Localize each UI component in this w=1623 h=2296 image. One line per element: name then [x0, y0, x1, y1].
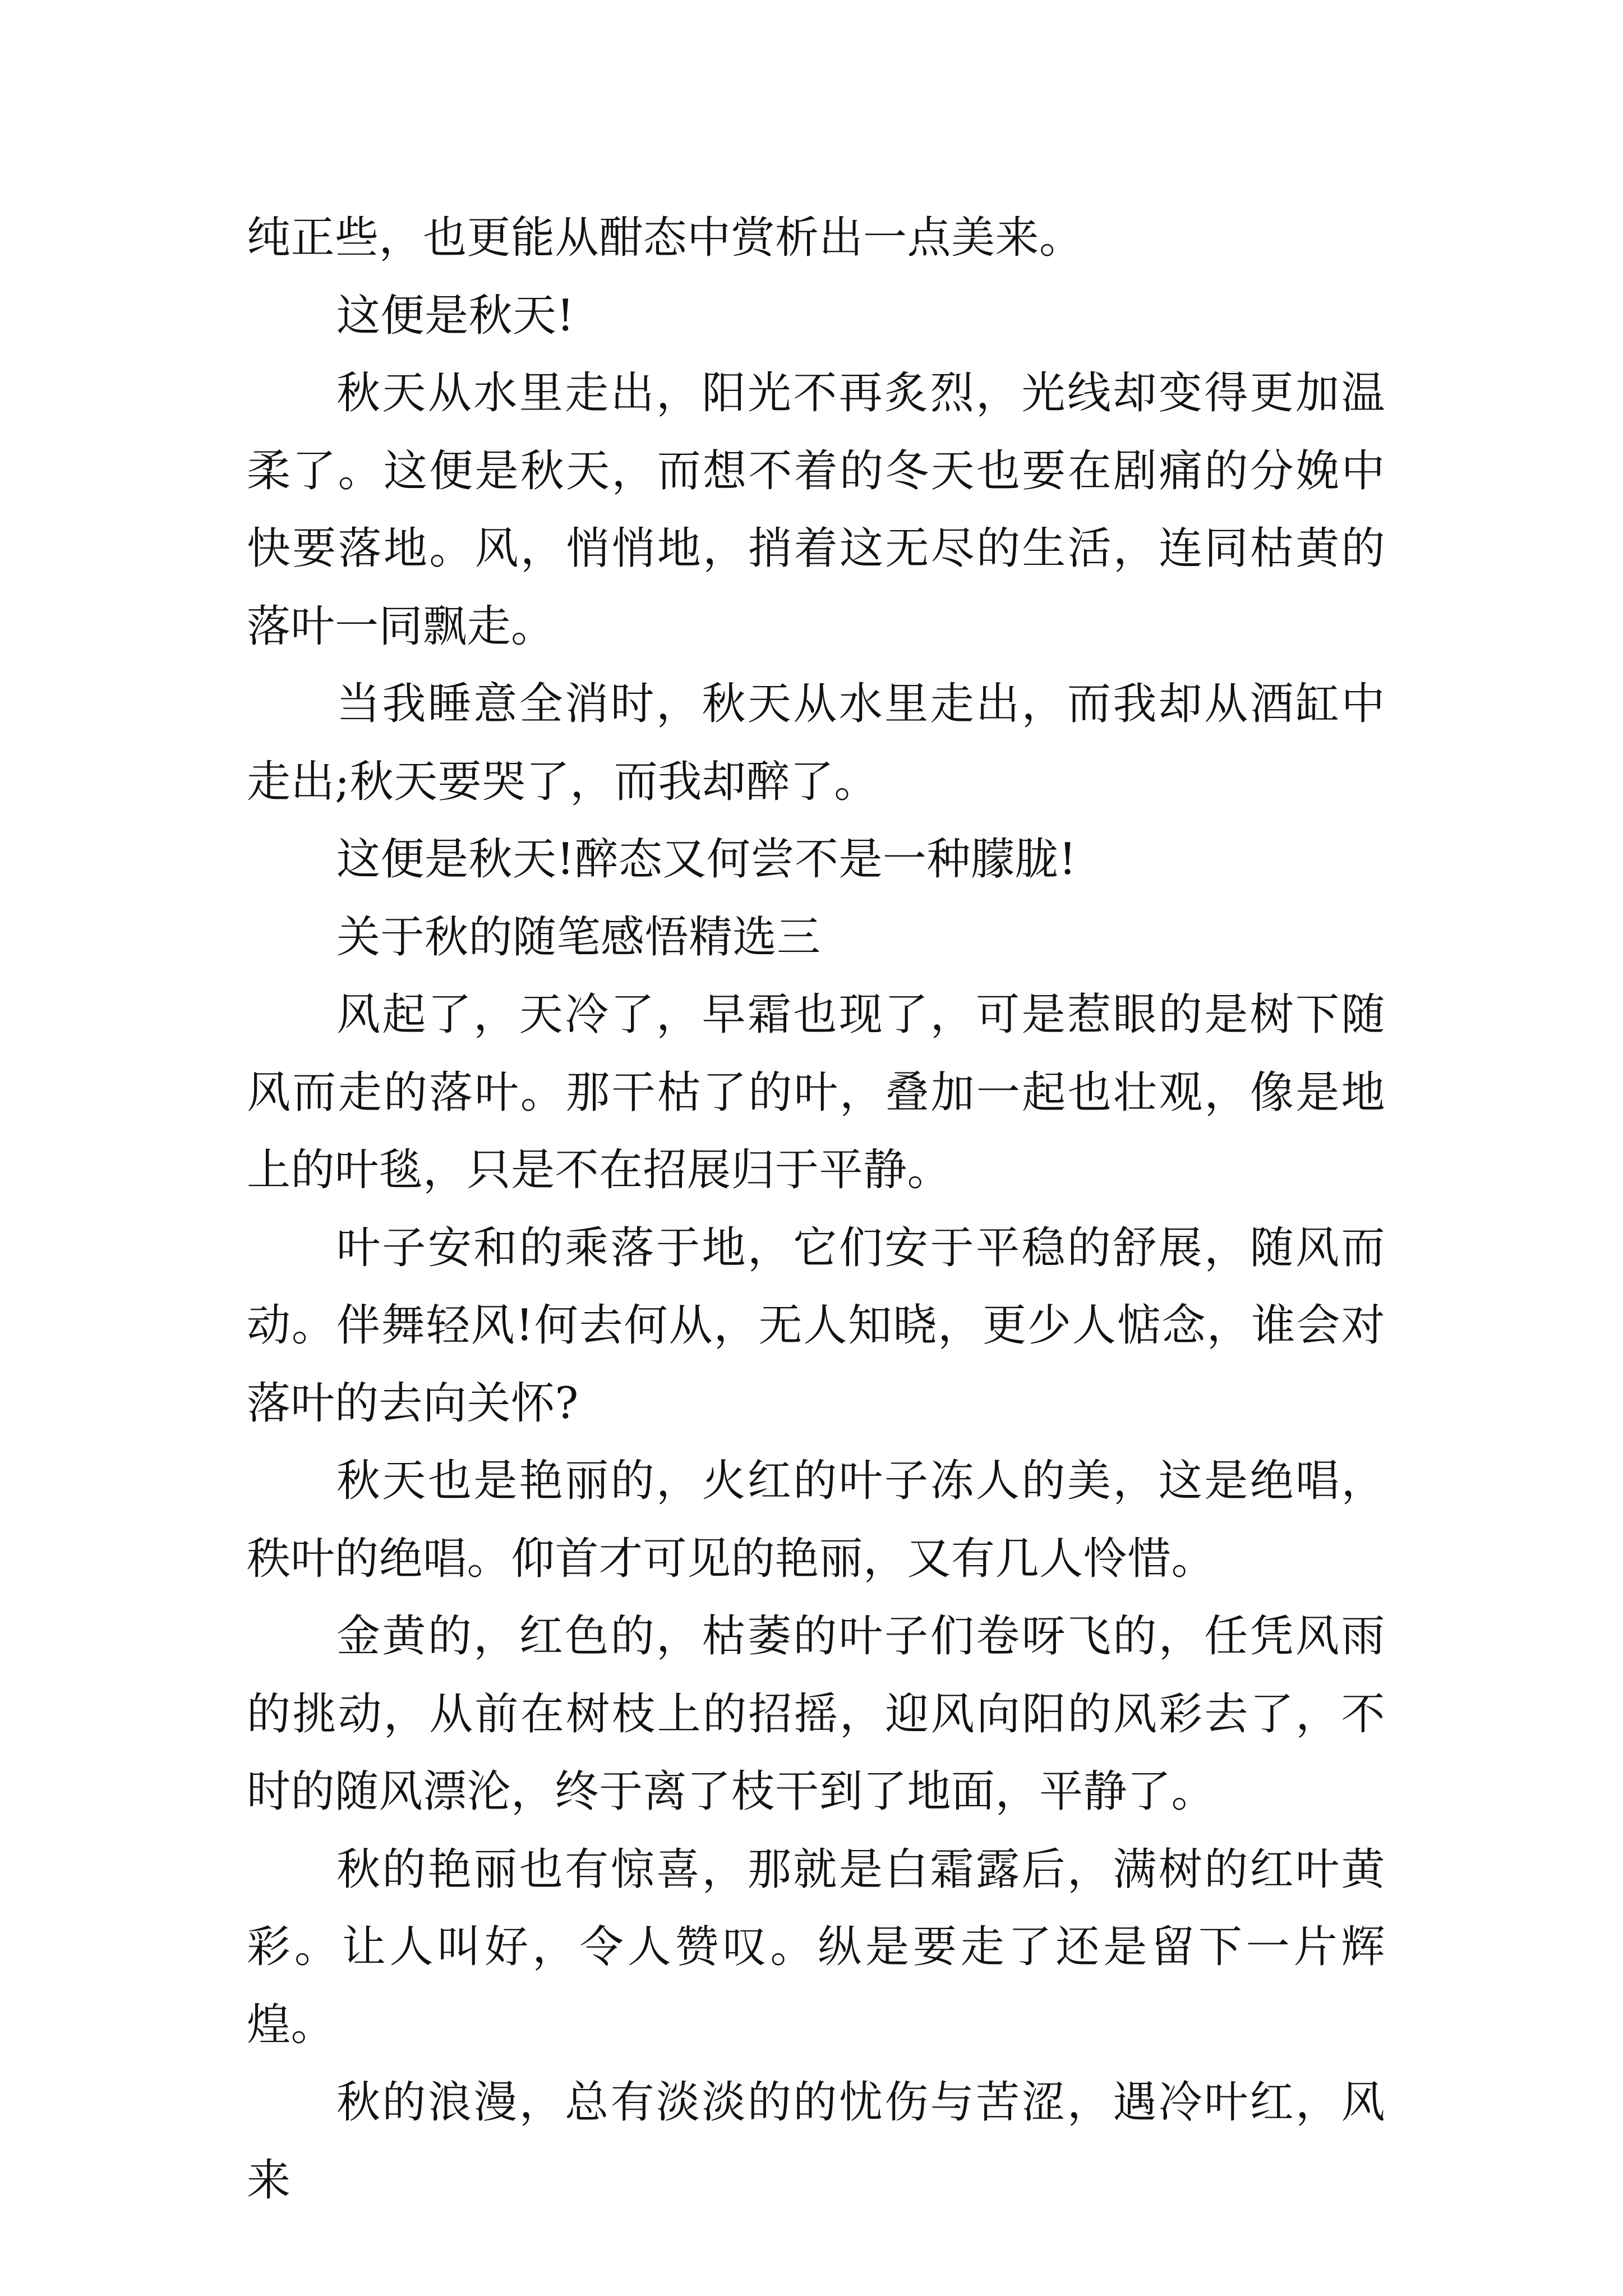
paragraph-5: 这便是秋天!醉态又何尝不是一种朦胧! [336, 834, 1077, 885]
paragraph-3: 秋天从水里走出，阳光不再炙烈，光线却变得更加温柔了。这便是秋天，而想不着的冬天也要在剧痛的分娩中快要落地。风，悄悄地，捎着这无尽的生活，连同枯黄的落叶一同飘走。 [247, 368, 1385, 652]
section-heading: 关于秋的随笔感悟精选三 [336, 912, 821, 963]
document-body [247, 199, 1385, 2219]
paragraph-10: 金黄的，红色的，枯萎的叶子们卷呀飞的，任凭风雨的挑动，从前在树枝上的招摇，迎风向阳的风彩去了，不时的随风漂沦，终于离了枝干到了地面，平静了。 [247, 1611, 1385, 1817]
paragraph-12: 秋的浪漫，总有淡淡的的忧伤与苦涩，遇冷叶红，风来 [247, 2077, 1385, 2206]
paragraph-8: 叶子安和的乘落于地，它们安于平稳的舒展，随风而动。伴舞轻风!何去何从，无人知晓，更少人惦念，谁会对落叶的去向关怀? [247, 1222, 1385, 1429]
paragraph-4: 当我睡意全消时，秋天从水里走出，而我却从酒缸中走出;秋天要哭了，而我却醉了。 [247, 679, 1385, 807]
paragraph-11: 秋的艳丽也有惊喜，那就是白霜露后，满树的红叶黄彩。让人叫好，令人赞叹。纵是要走了还是留下一片辉煌。 [247, 1844, 1385, 2050]
paragraph-1: 纯正些，也更能从酣态中赏析出一点美来。 [247, 213, 1083, 263]
paragraph-2: 这便是秋天! [336, 290, 575, 341]
paragraph-9: 秋天也是艳丽的，火红的叶子冻人的美，这是绝唱，秩叶的绝唱。仰首才可见的艳丽，又有几人怜惜。 [247, 1456, 1385, 1584]
paragraph-7: 风起了，天冷了，早霜也现了，可是惹眼的是树下随风而走的落叶。那干枯了的叶，叠加一起也壮观，像是地上的叶毯，只是不在招展归于平静。 [247, 990, 1385, 1195]
